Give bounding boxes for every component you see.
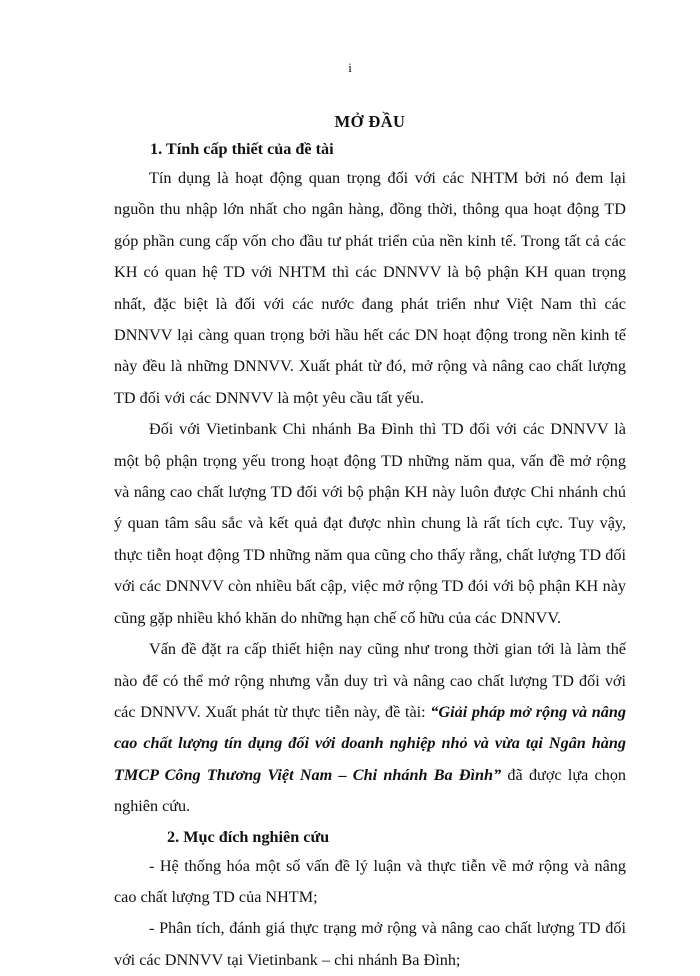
page-number: i <box>348 60 352 75</box>
section-2-bullet-1: - Hệ thống hóa một số vấn đề lý luận và thực tiễn về mở rộng và nâng cao chất lượng TD của NHTM; <box>114 856 626 906</box>
section-1-heading: 1. Tính cấp thiết của đề tài <box>150 140 334 158</box>
thesis-title-emphasis: “Giải pháp mở rộng và nâng cao chất lượng tín dụng đối với doanh nghiệp nhỏ và vừa tại Ngân hàng TMCP Công Thương Việt Nam – Chi nhánh Ba Đình” <box>114 702 626 784</box>
section-1-paragraph-3 <box>114 634 626 822</box>
section-2-bullet-2: - Phân tích, đánh giá thực trạng mở rộng và nâng cao chất lượng TD đối với các DNNVV tại Vietinbank – chi nhánh Ba Đình; <box>114 919 626 969</box>
section-1-paragraph-1: Tín dụng là hoạt động quan trọng đối với các NHTM bởi nó đem lại nguồn thu nhập lớn nhất cho ngân hàng, đồng thời, thông qua hoạt động TD góp phần cung cấp vốn cho đầu tư phát triển của nền kinh tế. Trong tất cả các KH có quan hệ TD với NHTM thì các DNNVV là bộ phận KH quan trọng nhất, đặc biệt là đối với các nước đang phát triển như Việt Nam thì các DNNVV lại càng quan trọng bởi hầu hết các DN hoạt động trong nền kinh tế này đều là những DNNVV. Xuất phát từ đó, mở rộng và nâng cao chất lượng TD đối với các DNNVV là một yêu cầu tất yếu. <box>114 169 626 407</box>
page-title: MỞ ĐẦU <box>334 112 406 131</box>
document-body <box>114 108 626 976</box>
section-2-heading: 2. Mục đích nghiên cứu <box>167 827 330 846</box>
paragraph-3-text-end: đã được lựa chọn nghiên cứu. <box>114 765 627 816</box>
section-1-paragraph-2: Đối với Vietinbank Chi nhánh Ba Đình thì TD đối với các DNNVV là một bộ phận trọng yếu trong hoạt động TD những năm qua, vấn đề mở rộng và nâng cao chất lượng TD đối với bộ phận KH này luôn được Chi nhánh chú ý quan tâm sâu sắc và kết quả đạt được nhìn chung là rất tích cực. Tuy vậy, thực tiễn hoạt động TD những năm qua cũng cho thấy rằng, chất lượng TD đối với các DNNVV còn nhiều bất cập, việc mở rộng TD đói với bộ phận KH này cũng gặp nhiều khó khăn do những hạn chế cố hữu của các DNNVV. <box>114 420 626 627</box>
paragraph-3-text-start: Vấn đề đặt ra cấp thiết hiện nay cũng như trong thời gian tới là làm thế nào để có thể mở rộng nhưng vẫn duy trì và nâng cao chất lượng TD đối với các DNNVV. Xuất phát từ thực tiễn này, đề tài: <box>114 640 626 721</box>
